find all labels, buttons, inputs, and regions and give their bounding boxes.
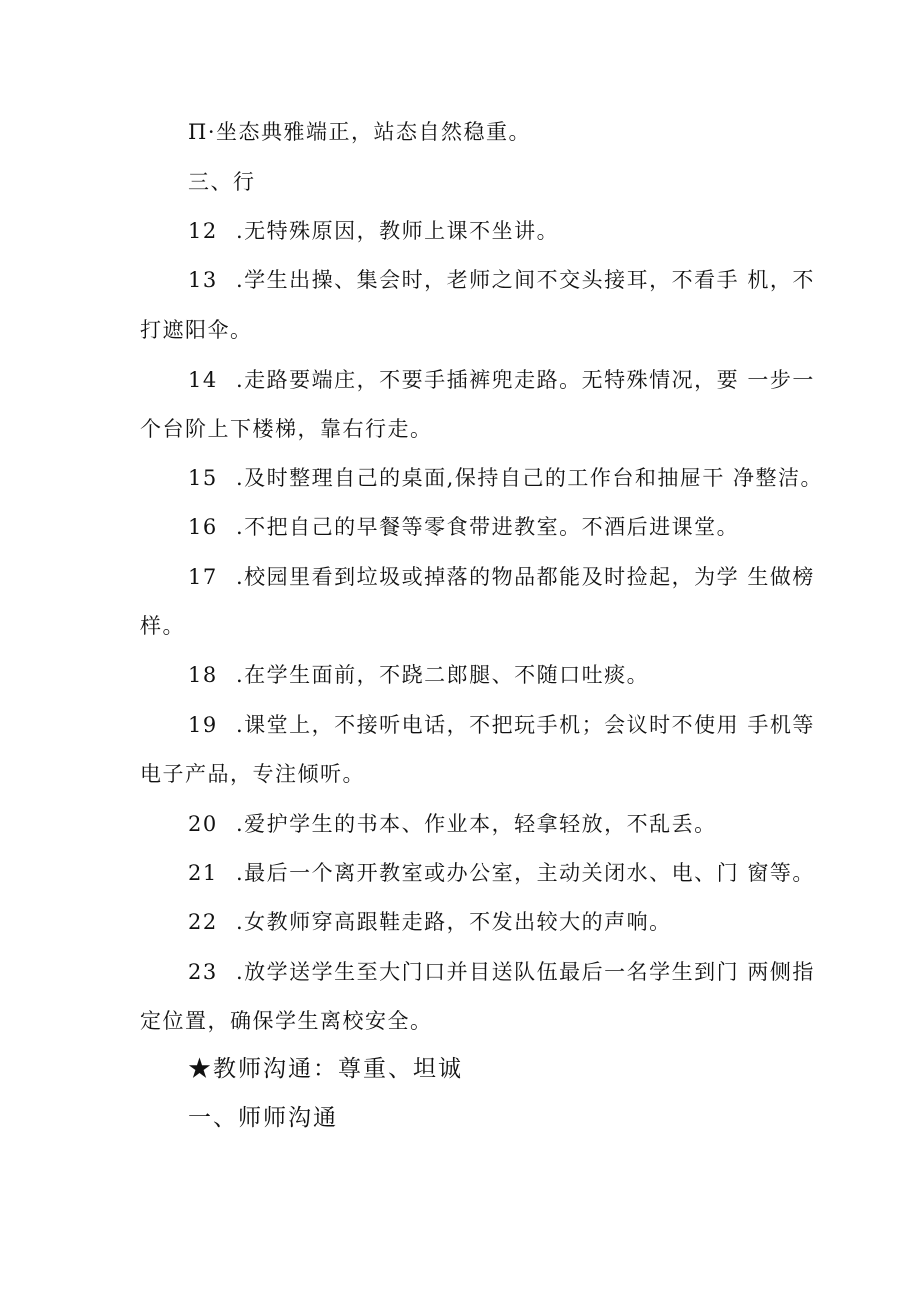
item-text: .不把自己的早餐等零食带进教室。不酒后进课堂。 [236, 515, 740, 539]
item-number: 16 [188, 515, 218, 539]
list-item-13 [188, 266, 815, 294]
list-item-15 [188, 464, 823, 492]
item-text: .爱护学生的书本、作业本，轻拿轻放，不乱丢。 [236, 812, 717, 836]
item-number: 14 [188, 368, 218, 392]
item-number: 21 [188, 861, 218, 885]
item-text: .校园里看到垃圾或掉落的物品都能及时捡起，为学 生做榜 [236, 565, 815, 589]
list-item-19 [188, 711, 815, 739]
list-item-14 [188, 366, 815, 394]
item-text: .走路要端庄，不要手插裤兜走路。无特殊情况，要 一步一 [236, 368, 815, 392]
list-item-20 [188, 810, 717, 838]
item-number: 22 [188, 910, 218, 934]
item-text: .放学送学生至大门口并目送队伍最后一名学生到门 两侧指 [236, 960, 815, 984]
item-number: 19 [188, 713, 218, 737]
item-text: .学生出操、集会时，老师之间不交头接耳，不看手 机，不 [236, 268, 815, 292]
item-text: .及时整理自己的桌面,保持自己的工作台和抽屉干 净整洁。 [236, 466, 824, 490]
list-item-17-continuation: 样。 [140, 614, 185, 638]
item-text: .在学生面前，不跷二郎腿、不随口吐痰。 [236, 663, 650, 687]
list-item-21 [188, 859, 815, 887]
list-item-14-continuation: 个台阶上下楼梯，靠右行走。 [140, 417, 433, 441]
item-text: .课堂上，不接听电话，不把玩手机；会议时不使用 手机等 [236, 713, 815, 737]
paragraph-posture: Π·坐态典雅端正，站态自然稳重。 [188, 120, 531, 144]
item-number: 20 [188, 812, 218, 836]
section-heading-communication: ★教师沟通：尊重、坦诚 [188, 1056, 463, 1082]
item-text: .无特殊原因，教师上课不坐讲。 [236, 219, 560, 243]
list-item-13-continuation: 打遮阳伞。 [140, 318, 253, 342]
list-item-23-continuation: 定位置，确保学生离校安全。 [140, 1009, 433, 1033]
list-item-23 [188, 958, 815, 986]
subsection-heading-teacher-teacher: 一、师师沟通 [188, 1105, 338, 1131]
item-text: .女教师穿高跟鞋走路，不发出较大的声响。 [236, 910, 672, 934]
item-text: .最后一个离开教室或办公室，主动关闭水、电、门 窗等。 [236, 861, 815, 885]
section-heading-conduct: 三、行 [188, 170, 256, 194]
item-number: 15 [188, 466, 218, 490]
item-number: 23 [188, 960, 218, 984]
list-item-19-continuation: 电子产品，专注倾听。 [140, 762, 365, 786]
list-item-22 [188, 908, 672, 936]
item-number: 18 [188, 663, 218, 687]
list-item-16 [188, 513, 739, 541]
list-item-18 [188, 661, 649, 689]
item-number: 17 [188, 565, 218, 589]
list-item-12 [188, 217, 559, 245]
item-number: 13 [188, 268, 218, 292]
list-item-17 [188, 563, 815, 591]
item-number: 12 [188, 219, 218, 243]
